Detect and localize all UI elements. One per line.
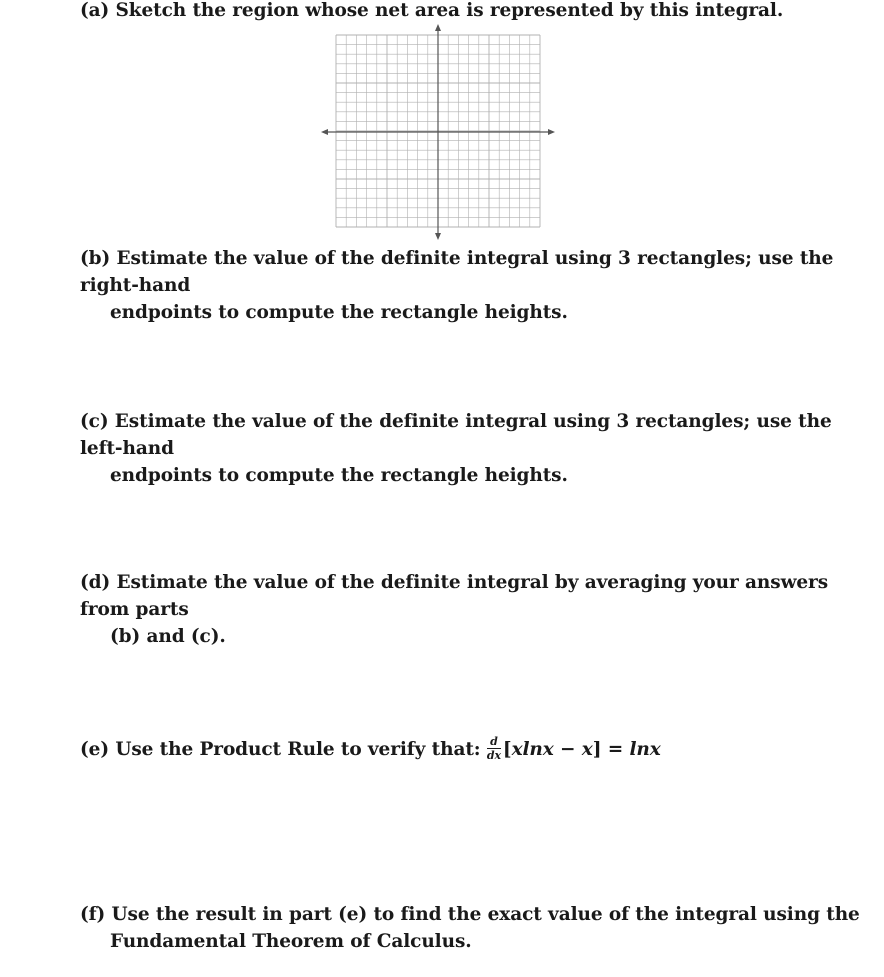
question-b-line2: endpoints to compute the rectangle heights. (110, 302, 568, 323)
bracket-open: [ (502, 739, 512, 760)
question-c-line2: endpoints to compute the rectangle heights. (110, 465, 568, 486)
question-c (80, 408, 860, 489)
question-f-line1: (f) Use the result in part (e) to find the exact value of the integral using the (80, 904, 860, 925)
question-e (80, 736, 661, 763)
question-e-prefix: (e) Use the Product Rule to verify that: (80, 739, 481, 760)
derivative-numerator: d (487, 736, 501, 749)
question-c-line1: (c) Estimate the value of the definite integral using 3 rectangles; use the left-hand (80, 411, 832, 459)
question-d-line1: (d) Estimate the value of the definite integral by averaging your answers from parts (80, 572, 829, 620)
expression-rhs: lnx (629, 739, 661, 760)
y-axis-top-arrow (435, 24, 441, 31)
question-b-line1: (b) Estimate the value of the definite integral using 3 rectangles; use the right-hand (80, 248, 834, 296)
y-axis-bottom-arrow (435, 233, 441, 240)
question-a (80, 0, 783, 24)
question-a-text: (a) Sketch the region whose net area is represented by this integral. (80, 0, 784, 21)
question-d (80, 569, 870, 650)
bracket-close: ] (592, 739, 602, 760)
equals-sign: = (601, 739, 630, 760)
question-f (80, 901, 860, 955)
x-axis-right-arrow (548, 129, 555, 135)
coordinate-grid (318, 22, 558, 242)
x-axis-left-arrow (321, 129, 328, 135)
derivative-denominator: dx (486, 748, 501, 762)
question-d-line2: (b) and (c). (110, 626, 226, 647)
expression-body: xlnx − x (511, 739, 593, 760)
question-b (80, 245, 860, 326)
derivative-operator (487, 736, 501, 761)
question-f-line2: Fundamental Theorem of Calculus. (110, 931, 472, 952)
